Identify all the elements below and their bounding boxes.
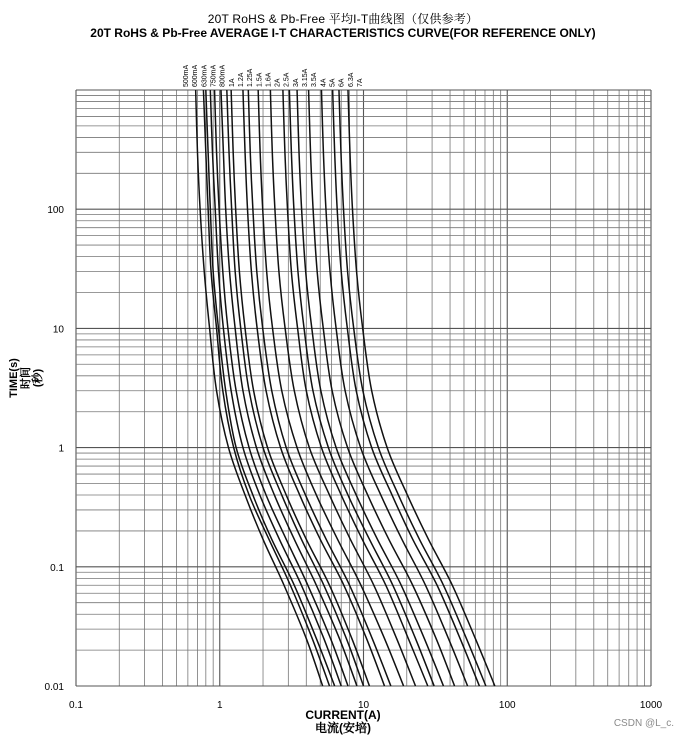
curve-label: 1.5A [256, 72, 264, 87]
watermark: CSDN @L_c. [613, 718, 674, 729]
y-tick-labels [45, 205, 65, 693]
curve-5A [321, 90, 467, 686]
curve-label: 1.2A [237, 72, 245, 87]
curve-label: 800mA [219, 64, 227, 87]
x-axis-label-en: CURRENT(A) [305, 708, 381, 722]
curve-4A [309, 90, 455, 686]
x-axis-label-cn: 电流(安培) [315, 721, 371, 735]
curve-label: 5A [329, 78, 337, 87]
curve-label: 3.5A [311, 72, 319, 87]
curve-label: 7A [357, 78, 364, 87]
y-tick-label: 100 [47, 205, 64, 217]
curve-label: 3.15A [302, 68, 310, 87]
curve-600mA [203, 90, 329, 686]
curve-label: 6A [338, 78, 346, 87]
grid [76, 90, 651, 686]
y-axis-label-en: TIME(s) [8, 358, 20, 398]
curve-3.5A [297, 90, 443, 686]
curve-label: 600mA [192, 64, 200, 87]
curve-label: 630mA [201, 64, 209, 87]
chart-title-cn: 20T RoHS & Pb-Free 平均I-T曲线图（仅供参考） [207, 12, 479, 26]
curve-label: 750mA [210, 64, 218, 87]
y-tick-label: 1 [58, 443, 64, 455]
y-tick-label: 0.01 [44, 682, 64, 693]
x-tick-labels [69, 700, 663, 711]
chart-subtitle: 20T RoHS & Pb-Free AVERAGE I-T CHARACTERISTICS CURVE(FOR REFERENCE ONLY) [90, 26, 596, 40]
curve-label: 500mA [183, 64, 190, 87]
curve-label: 1.25A [247, 68, 255, 87]
x-tick-label: 0.1 [69, 700, 83, 711]
curve-label: 2A [274, 78, 282, 87]
y-axis-label-cn: 时间(秒) [20, 367, 44, 389]
x-tick-label: 100 [498, 700, 516, 711]
curve-label: 3A [292, 78, 300, 87]
curve-500mA [196, 90, 323, 686]
y-tick-label: 10 [52, 324, 64, 336]
curve-label: 6.3A [347, 72, 355, 87]
curve-7A [348, 90, 495, 686]
curve-label: 1A [228, 78, 236, 87]
x-tick-label: 10 [357, 700, 370, 711]
curve-label: 4A [320, 78, 328, 87]
x-tick-label: 1000 [639, 700, 663, 711]
curve-label: 1.6A [265, 72, 273, 87]
curve-label: 2.5A [283, 72, 291, 87]
x-tick-label: 1 [216, 700, 223, 711]
curve-labels [183, 64, 364, 87]
y-tick-label: 0.1 [50, 562, 64, 574]
